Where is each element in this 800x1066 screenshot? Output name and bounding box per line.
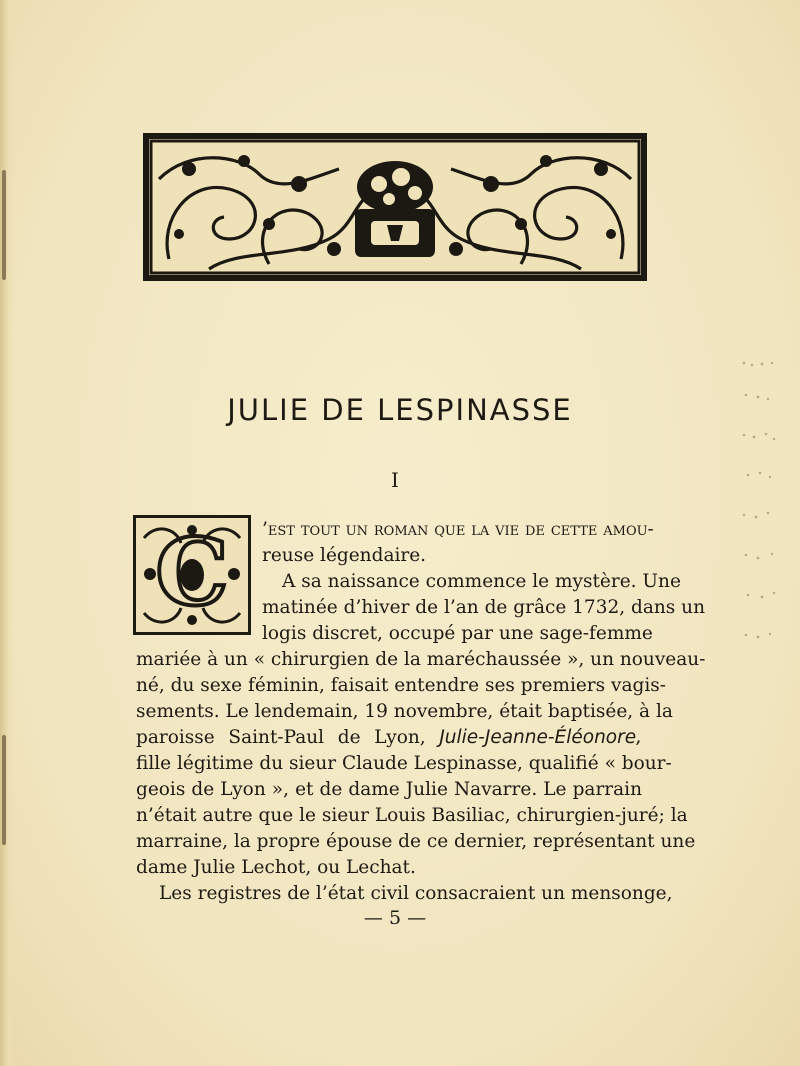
text-line: geois de Lyon », et de dame Julie Navarre. Le parrain [136, 779, 642, 800]
text-line: matinée d’hiver de l’an de grâce 1732, dans un [262, 597, 705, 618]
text-line: marraine, la propre épouse de ce dernier, représentant une [136, 831, 696, 852]
text-line: mariée à un « chirurgien de la maréchaussée », un nouveau- [136, 649, 706, 670]
ornamental-initial-c-icon [136, 518, 248, 632]
dropcap-letter: C [155, 518, 229, 626]
text-line: né, du sexe féminin, faisait entendre ses premiers vagis- [136, 675, 667, 696]
text-line-content: ’est tout un roman que la vie de cette amou- [262, 519, 654, 540]
text-line: dame Julie Lechot, ou Lechat. [136, 857, 416, 878]
baptismal-name: Julie-Jeanne-Éléonore, [439, 727, 642, 748]
text-line: reuse légendaire. [262, 545, 427, 566]
text-line: sements. Le lendemain, 19 novembre, était baptisée, à la [136, 701, 673, 722]
text-line: A sa naissance commence le mystère. Une [282, 571, 681, 592]
text-line-part: paroisse Saint-Paul de Lyon, [136, 727, 426, 748]
show-through-specks [738, 355, 780, 665]
page-title: JULIE DE LESPINASSE [227, 393, 573, 427]
binding-thread [2, 170, 6, 280]
page-number: — 5 — [363, 907, 427, 929]
text-line: logis discret, occupé par une sage-femme [262, 623, 653, 644]
binding-thread [2, 735, 6, 845]
text-line [262, 517, 654, 543]
decorative-dropcap [133, 515, 251, 635]
ornamental-headpiece [143, 133, 647, 281]
text-line [136, 725, 642, 751]
floral-ornament-icon [149, 139, 641, 275]
text-line: Les registres de l’état civil consacraient un mensonge, [159, 883, 673, 904]
text-line: fille légitime du sieur Claude Lespinasse, qualifié « bour- [136, 753, 672, 774]
chapter-number: I [391, 468, 399, 492]
text-line: n’était autre que le sieur Louis Basiliac, chirurgien-juré; la [136, 805, 688, 826]
